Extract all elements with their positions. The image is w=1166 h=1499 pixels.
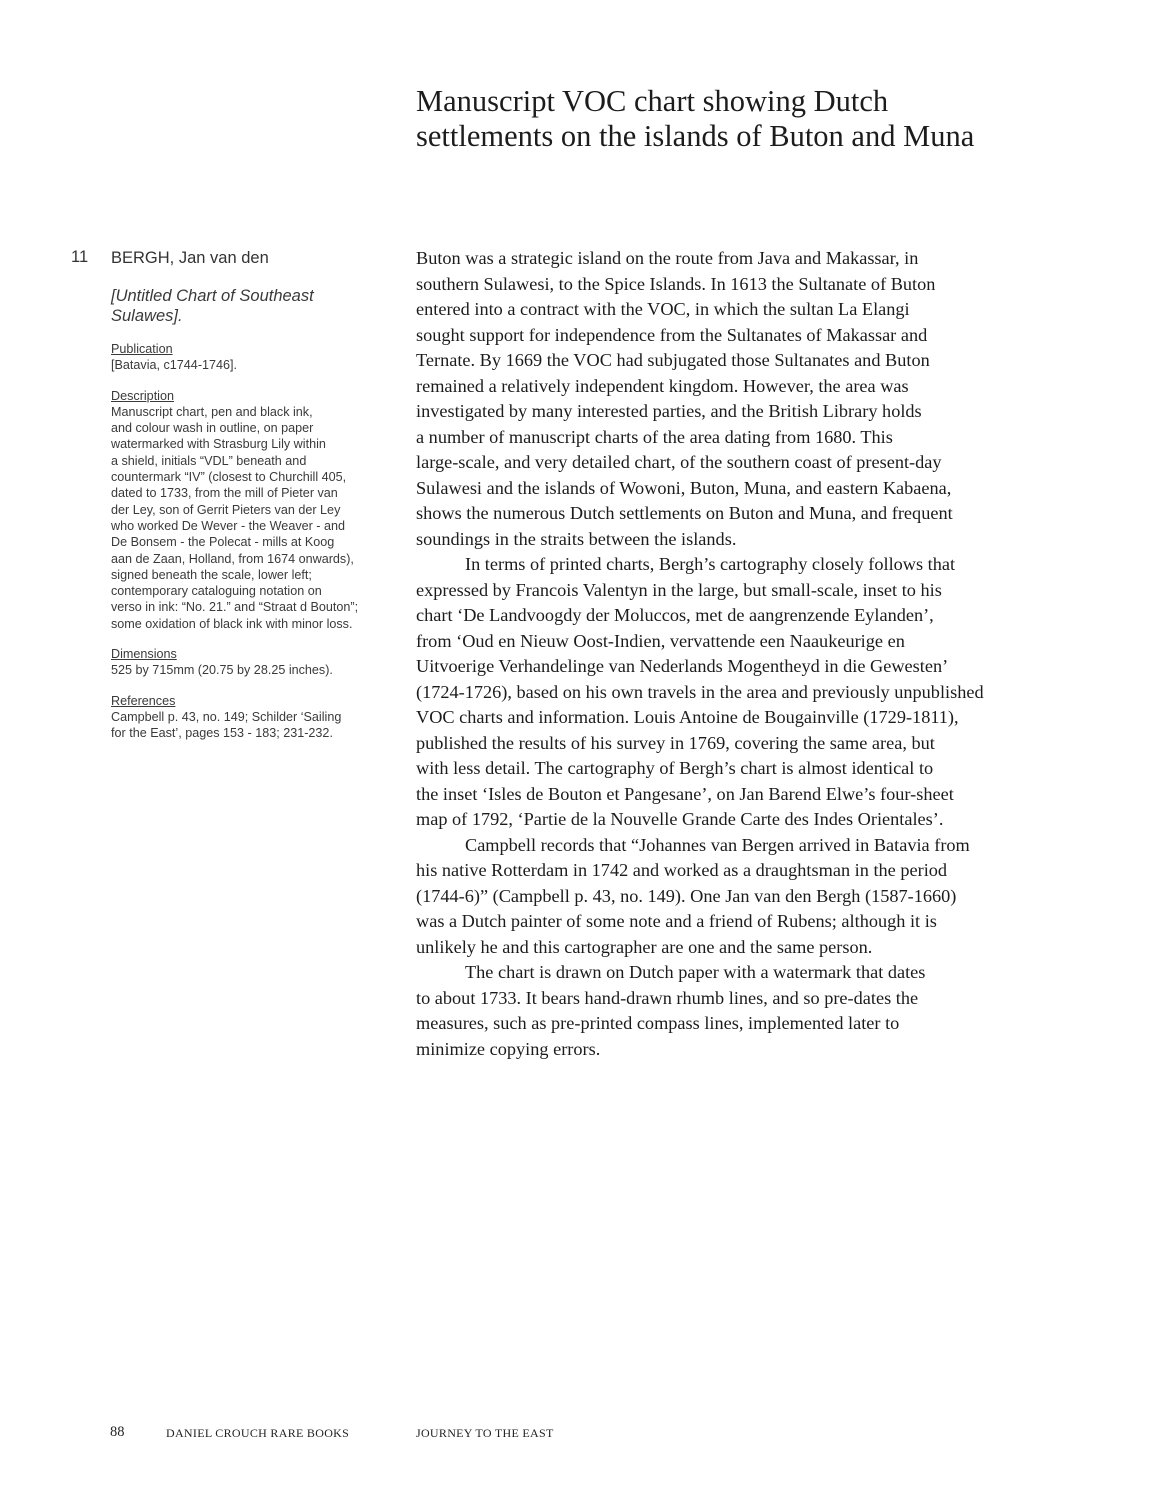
body-line: VOC charts and information. Louis Antoine de Bougainville (1729-1811), (416, 707, 959, 727)
body-line: map of 1792, ‘Partie de la Nouvelle Grande Carte des Indes Orientales’. (416, 809, 944, 829)
description-line: and colour wash in outline, on paper (111, 421, 314, 436)
description-line: dated to 1733, from the mill of Pieter van (111, 486, 338, 501)
description-section (111, 388, 386, 632)
body-line: shows the numerous Dutch settlements on Buton and Muna, and frequent (416, 503, 953, 523)
publication-text: [Batavia, c1744-1746]. (111, 358, 238, 373)
lot-number: 11 (71, 248, 89, 266)
body-line: large-scale, and very detailed chart, of the southern coast of present-day (416, 452, 942, 472)
description-line: countermark “IV” (closest to Churchill 405, (111, 470, 347, 485)
references-heading: References (111, 693, 176, 708)
body-line: his native Rotterdam in 1742 and worked as a draughtsman in the period (416, 860, 948, 880)
body-line: southern Sulawesi, to the Spice Islands. In 1613 the Sultanate of Buton (416, 273, 936, 294)
description-line: contemporary cataloguing notation on (111, 584, 322, 599)
body-line: (1744-6)” (Campbell p. 43, no. 149). One Jan van den Bergh (1587-1660) (416, 885, 957, 906)
description-line: watermarked with Strasburg Lily within (111, 437, 326, 452)
author-name: BERGH, Jan van den (111, 249, 269, 267)
body-line: Ternate. By 1669 the VOC had subjugated those Sultanates and Buton (416, 350, 930, 370)
body-line: unlikely he and this cartographer are one and the same person. (416, 936, 873, 957)
description-line: a shield, initials “VDL” beneath and (111, 453, 307, 468)
footer-catalogue-title: JOURNEY TO THE EAST (416, 1426, 554, 1440)
body-line: to about 1733. It bears hand-drawn rhumb lines, and so pre-dates the (416, 987, 919, 1008)
body-line: the inset ‘Isles de Bouton et Pangesane’, on Jan Barend Elwe’s four-sheet (416, 783, 954, 804)
description-line: signed beneath the scale, lower left; (111, 567, 312, 582)
body-line: investigated by many interested parties, and the British Library holds (416, 401, 922, 421)
page-number: 88 (110, 1424, 125, 1440)
body-line: from ‘Oud en Nieuw Oost-Indien, vervattende een Naaukeurige en (416, 630, 905, 651)
body-line: published the results of his survey in 1769, covering the same area, but (416, 732, 935, 753)
body-text (416, 246, 996, 1062)
body-line: entered into a contract with the VOC, in which the sultan La Elangi (416, 299, 910, 319)
page-title (416, 84, 1056, 154)
description-line: aan de Zaan, Holland, from 1674 onwards), (111, 551, 354, 566)
body-line: sought support for independence from the Sultanates of Makassar and (416, 324, 928, 345)
body-line: remained a relatively independent kingdom. However, the area was (416, 375, 909, 396)
body-line: Sulawesi and the islands of Wowoni, Buton, Muna, and eastern Kabaena, (416, 477, 952, 498)
description-line: De Bonsem - the Polecat - mills at Koog (111, 535, 335, 550)
body-line: Campbell records that “Johannes van Bergen arrived in Batavia from (465, 834, 970, 855)
body-line: Buton was a strategic island on the route from Java and Makassar, in (416, 248, 919, 268)
footer-publisher: DANIEL CROUCH RARE BOOKS (166, 1426, 350, 1440)
references-line: Campbell p. 43, no. 149; Schilder ‘Sailing (111, 709, 342, 724)
body-line: minimize copying errors. (416, 1038, 601, 1059)
body-line: The chart is drawn on Dutch paper with a watermark that dates (465, 962, 926, 982)
body-line: expressed by Francois Valentyn in the large, but small-scale, inset to his (416, 579, 942, 600)
description-line: Manuscript chart, pen and black ink, (111, 404, 313, 419)
dimensions-section (111, 646, 386, 679)
title-line: Manuscript VOC chart showing Dutch (416, 84, 889, 118)
description-line: verso in ink: “No. 21.” and “Straat d Bouton”; (111, 600, 359, 615)
dimensions-text: 525 by 715mm (20.75 by 28.25 inches). (111, 663, 333, 678)
dimensions-heading: Dimensions (111, 647, 177, 662)
description-heading: Description (111, 388, 174, 403)
body-line: measures, such as pre-printed compass lines, implemented later to (416, 1013, 900, 1033)
publication-section (111, 341, 386, 374)
work-title-line: Sulawes]. (111, 307, 183, 325)
body-line: a number of manuscript charts of the area dating from 1680. This (416, 426, 893, 447)
catalogue-entry-sidebar (111, 248, 386, 742)
references-section (111, 693, 386, 742)
references-line: for the East’, pages 153 - 183; 231-232. (111, 726, 333, 741)
body-line: with less detail. The cartography of Bergh’s chart is almost identical to (416, 758, 934, 778)
body-line: In terms of printed charts, Bergh’s cartography closely follows that (465, 554, 956, 574)
body-line: chart ‘De Landvoogdy der Moluccos, met de aangrenzende Eylanden’, (416, 605, 934, 625)
description-line: der Ley, son of Gerrit Pieters van der Ley (111, 502, 341, 517)
description-line: who worked De Wever - the Weaver - and (111, 518, 346, 533)
body-line: soundings in the straits between the islands. (416, 528, 737, 549)
work-title-line: [Untitled Chart of Southeast (111, 287, 314, 305)
body-line: was a Dutch painter of some note and a friend of Rubens; although it is (416, 911, 937, 931)
body-line: Uitvoerige Verhandelinge van Nederlands Mogentheyd in die Gewesten’ (416, 656, 949, 676)
publication-heading: Publication (111, 342, 173, 356)
description-line: some oxidation of black ink with minor loss. (111, 616, 353, 631)
body-line: (1724-1726), based on his own travels in the area and previously unpublished (416, 681, 984, 702)
work-title (111, 286, 386, 326)
title-line: settlements on the islands of Buton and Muna (416, 119, 975, 153)
